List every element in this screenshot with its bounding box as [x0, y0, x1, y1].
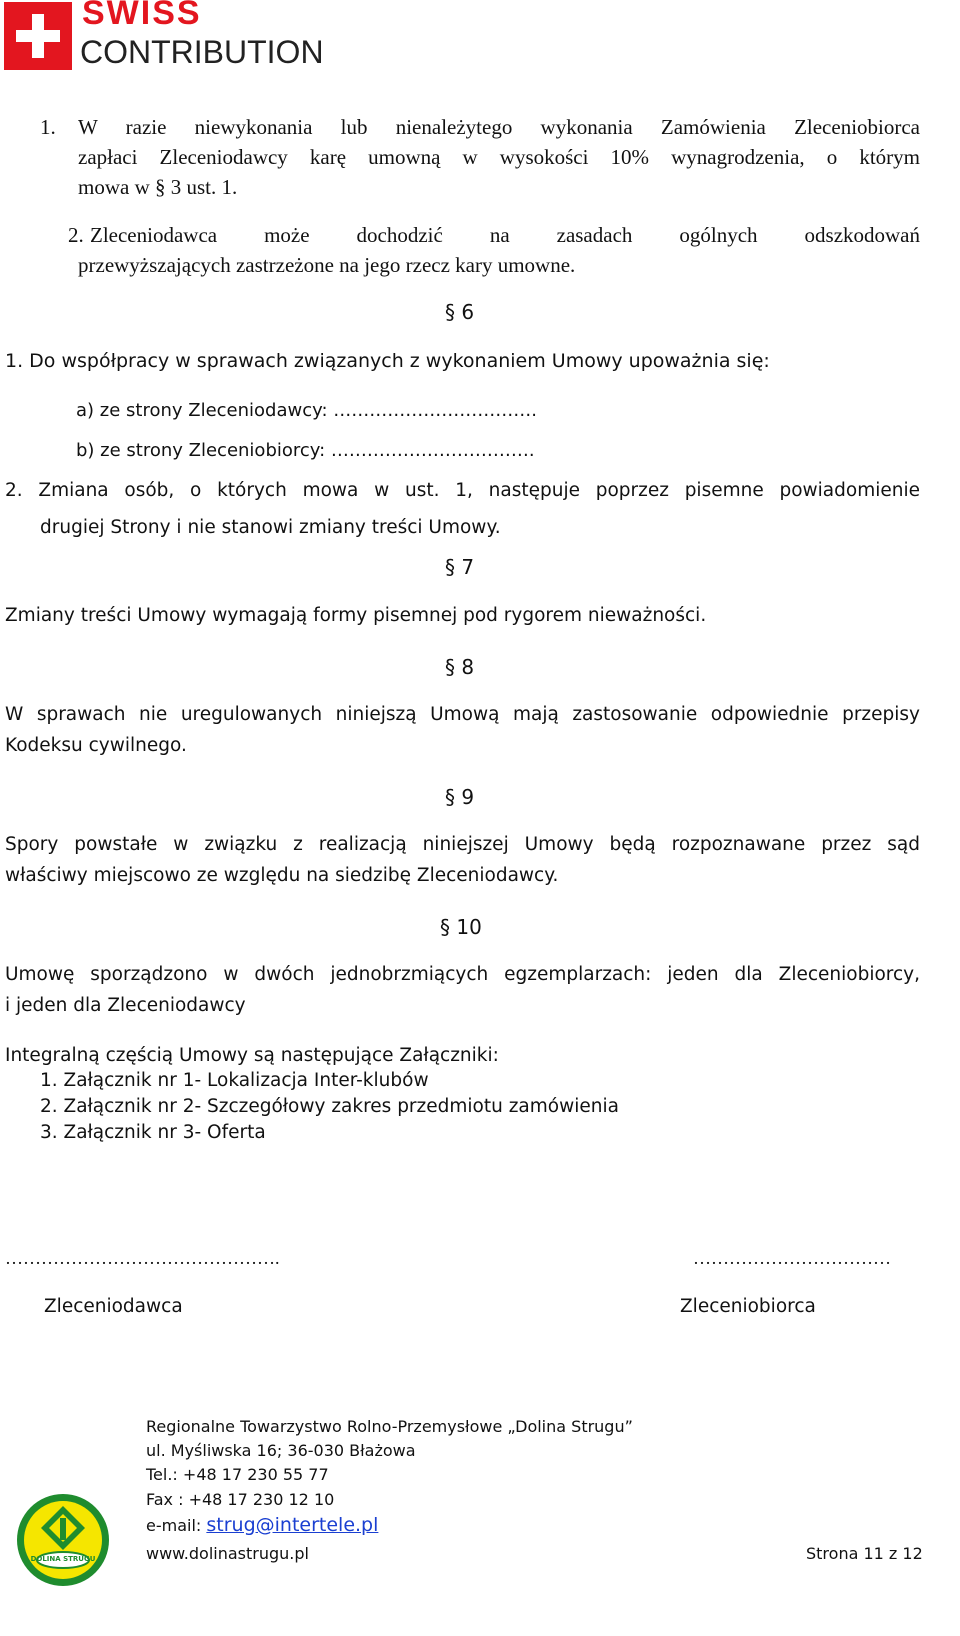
- footer-website[interactable]: www.dolinastrugu.pl: [146, 1544, 309, 1563]
- signature-line-right: ……………………………: [693, 1248, 891, 1268]
- signature-line-left: ……………………………………….: [5, 1248, 280, 1268]
- paragraph-line: zapłaci Zleceniodawcy karę umowną w wysokości 10% wynagrodzenia, o którym: [78, 145, 920, 169]
- attachment-item: 2. Załącznik nr 2- Szczegółowy zakres przedmiotu zamówienia: [40, 1096, 619, 1117]
- section-title: § 10: [440, 915, 482, 939]
- section-title: § 7: [445, 555, 475, 579]
- paragraph-line: Zleceniodawca może dochodzić na zasadach ogólnych odszkodowań: [90, 223, 920, 247]
- footer-org: Regionalne Towarzystwo Rolno-Przemysłowe „Dolina Strugu”: [146, 1417, 633, 1436]
- paragraph-line: Zmiany treści Umowy wymagają formy pisemnej pod rygorem nieważności.: [5, 605, 707, 626]
- list-item: a) ze strony Zleceniodawcy: …………………………….: [76, 400, 537, 421]
- footer-email-link[interactable]: strug@intertele.pl: [206, 1514, 379, 1536]
- paragraph-line: i jeden dla Zleceniodawcy: [5, 995, 246, 1016]
- paragraph-line: mowa w § 3 ust. 1.: [78, 175, 238, 199]
- paragraph-line: Spory powstałe w związku z realizacją niniejszej Umowy będą rozpoznawane przez sąd: [5, 834, 920, 855]
- swiss-flag-icon: [4, 2, 72, 70]
- item-number: 2.: [68, 223, 84, 247]
- paragraph-line: właściwy miejscowo ze względu na siedzibę Zleceniodawcy.: [5, 865, 559, 886]
- logo-text-contribution: CONTRIBUTION: [80, 34, 324, 70]
- section-title: § 9: [445, 785, 475, 809]
- dolina-strugu-logo: [15, 1492, 111, 1588]
- footer-fax: Fax : +48 17 230 12 10: [146, 1490, 335, 1509]
- page-number: Strona 11 z 12: [806, 1544, 923, 1563]
- paragraph-line: Umowę sporządzono w dwóch jednobrzmiących egzemplarzach: jeden dla Zleceniobiorcy,: [5, 964, 920, 985]
- paragraph-line: 1. Do współpracy w sprawach związanych z wykonaniem Umowy upoważnia się:: [5, 350, 770, 372]
- paragraph-line: W sprawach nie uregulowanych niniejszą Umową mają zastosowanie odpowiednie przepisy: [5, 704, 920, 725]
- footer-phone: Tel.: +48 17 230 55 77: [146, 1465, 329, 1484]
- paragraph-line: Kodeksu cywilnego.: [5, 735, 187, 756]
- attachment-item: 3. Załącznik nr 3- Oferta: [40, 1122, 266, 1143]
- list-item: b) ze strony Zleceniobiorcy: …………………………….: [76, 440, 535, 461]
- paragraph-line: 2. Zmiana osób, o których mowa w ust. 1, następuje poprzez pisemne powiadomienie: [5, 480, 920, 501]
- section-title: § 6: [445, 300, 475, 324]
- footer-address: ul. Myśliwska 16; 36-030 Błażowa: [146, 1441, 416, 1460]
- paragraph-line: drugiej Strony i nie stanowi zmiany treści Umowy.: [40, 517, 501, 538]
- attachment-item: 1. Załącznik nr 1- Lokalizacja Inter-klubów: [40, 1070, 429, 1091]
- signature-label-contractor: Zleceniobiorca: [680, 1296, 816, 1317]
- section-title: § 8: [445, 655, 475, 679]
- item-number: 1.: [40, 115, 56, 139]
- paragraph-line: W razie niewykonania lub nienależytego wykonania Zamówienia Zleceniobiorca: [78, 115, 920, 139]
- attachments-intro: Integralną częścią Umowy są następujące Załączniki:: [5, 1045, 499, 1066]
- logo-text: DOLINA STRUGU: [30, 1555, 96, 1563]
- footer-email-row: [146, 1514, 378, 1536]
- paragraph-line: przewyższających zastrzeżone na jego rzecz kary umowne.: [78, 253, 576, 277]
- footer-email-label: e-mail:: [146, 1516, 207, 1535]
- logo-text-swiss: SWISS: [82, 0, 202, 32]
- signature-label-client: Zleceniodawca: [44, 1296, 183, 1317]
